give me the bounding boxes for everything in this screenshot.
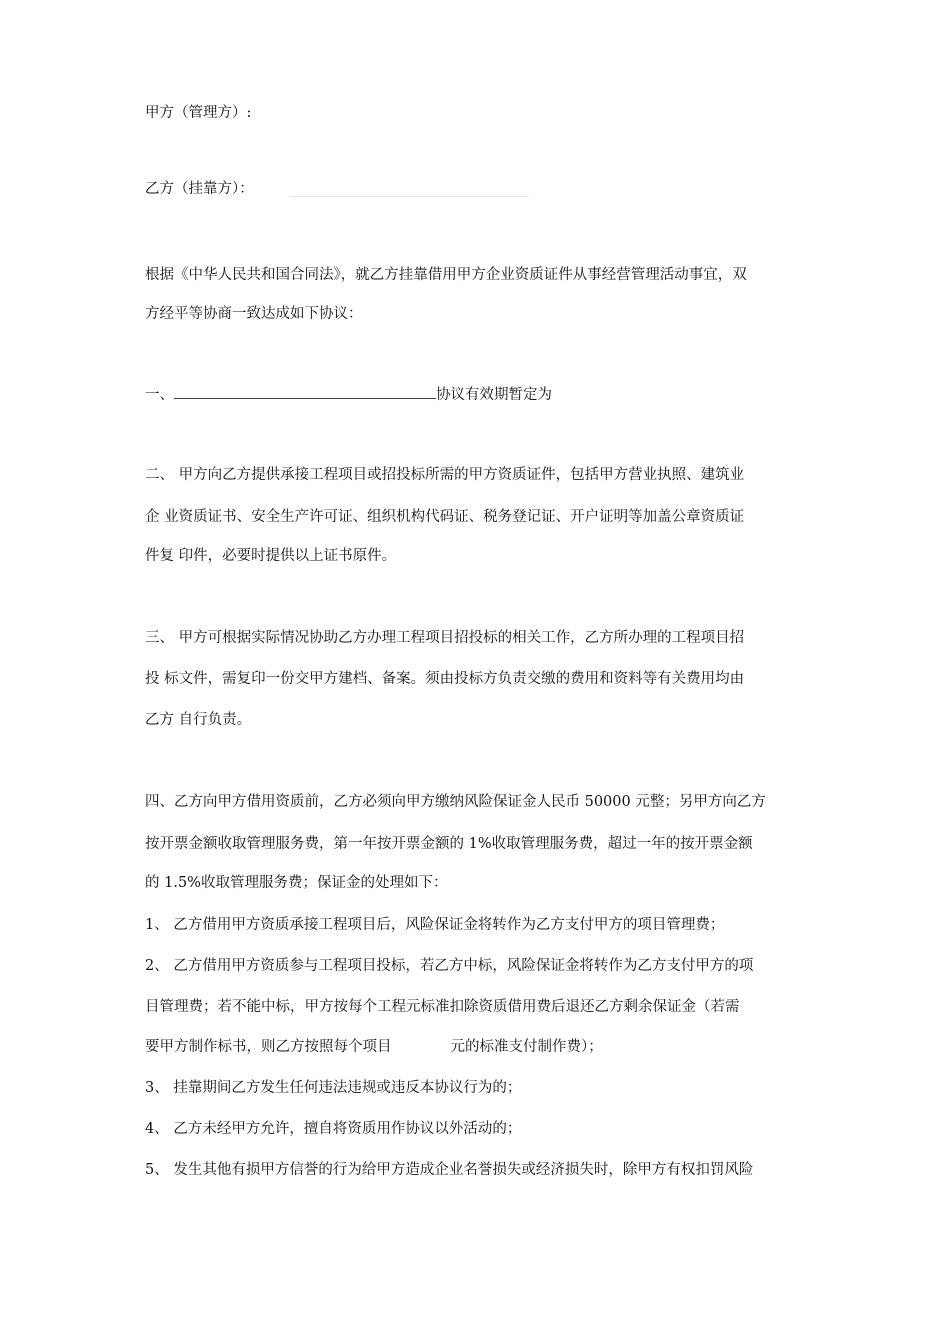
item-2-line-3 <box>145 1037 603 1057</box>
clause-4-line-2: 按开票金额收取管理服务费，第一年按开票金额的 1%收取管理服务费，超过一年的按开票金额 <box>145 836 753 852</box>
intro-line-2: 方经平等协商一致达成如下协议： <box>145 306 363 322</box>
party-b-label: 乙方（挂靠方）： <box>145 181 254 197</box>
item-2-before: 要甲方制作标书，则乙方按照每个项目 <box>145 1039 392 1055</box>
item-2-after: 元的标准支付制作费）； <box>450 1039 603 1055</box>
clause-3-line-2: 投 标文件，需复印一份交甲方建档、备案。须由投标方负责交缴的费用和资料等有关费用均由 <box>145 671 745 687</box>
item-1: 1、 乙方借用甲方资质承接工程项目后，风险保证金将转作为乙方支付甲方的项目管理费； <box>145 917 725 933</box>
clause-2-line-3: 件复 印件，必要时提供以上证书原件。 <box>145 548 397 564</box>
clause-4-line-3: 的 1.5%收取管理服务费；保证金的处理如下： <box>145 875 448 891</box>
clause-3-line-1: 三、 甲方可根据实际情况协助乙方办理工程项目招投标的相关工作，乙方所办理的工程项目招 <box>145 630 745 646</box>
clause-1-blank <box>174 384 436 399</box>
clause-2-line-2: 企 业资质证书、安全生产许可证、组织机构代码证、税务登记证、开户证明等加盖公章资质证 <box>145 509 745 525</box>
clause-3-line-3: 乙方 自行负责。 <box>145 712 252 728</box>
party-a-label: 甲方（管理方）: <box>145 105 252 121</box>
party-b-blank <box>291 196 529 197</box>
intro-line-1: 根据《中华人民共和国合同法》，就乙方挂靠借用甲方企业资质证件从事经营管理活动事宜，双 <box>145 267 747 283</box>
clause-4-line-1: 四、乙方向甲方借用资质前，乙方必须向甲方缴纳风险保证金人民币 50000 元整；另甲方向乙方 <box>145 794 766 810</box>
item-5: 5、 发生其他有损甲方信誉的行为给甲方造成企业名誉损失或经济损失时，除甲方有权扣罚风险 <box>145 1162 754 1178</box>
clause-1 <box>145 384 552 405</box>
item-2-line-2: 目管理费；若不能中标，甲方按每个工程元标准扣除资质借用费后退还乙方剩余保证金（若需 <box>145 999 740 1015</box>
clause-2-line-1: 二、 甲方向乙方提供承接工程项目或招投标所需的甲方资质证件，包括甲方营业执照、建筑业 <box>145 467 745 483</box>
clause-1-suffix: 协议有效期暂定为 <box>436 387 552 403</box>
item-4: 4、 乙方未经甲方允许，擅自将资质用作协议以外活动的； <box>145 1121 522 1137</box>
clause-1-prefix: 一、 <box>145 387 174 403</box>
item-3: 3、 挂靠期间乙方发生任何违法违规或违反本协议行为的； <box>145 1080 522 1096</box>
item-2-line-1: 2、 乙方借用甲方资质参与工程项目投标，若乙方中标，风险保证金将转作为乙方支付甲方的项 <box>145 958 754 974</box>
